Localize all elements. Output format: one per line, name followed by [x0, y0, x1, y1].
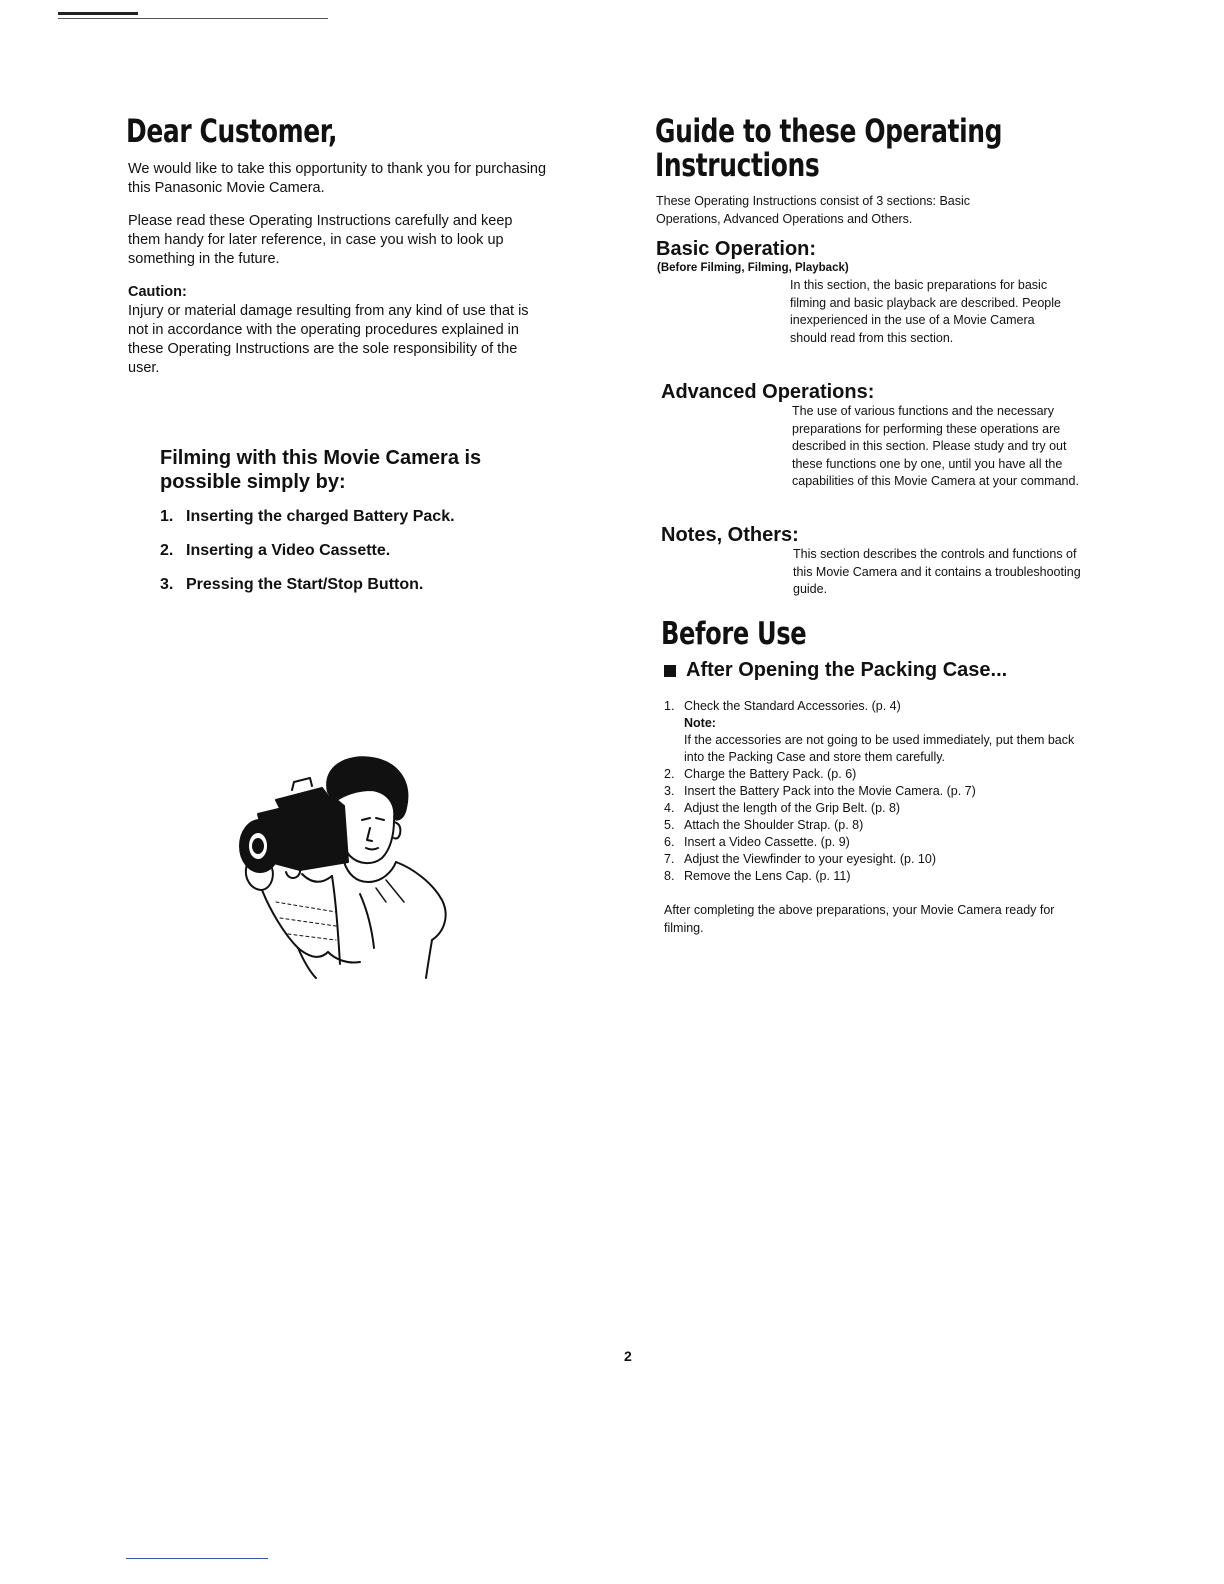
guide-intro: These Operating Instructions consist of 3 sections: Basic Operations, Advanced Operations and Others. — [656, 194, 971, 226]
guide-title-line2: Instructions — [655, 146, 820, 184]
notes-others-text: This section describes the controls and functions of this Movie Camera and it contains a troubleshooting guide. — [793, 547, 1081, 596]
before-use-title: Before Use — [661, 616, 807, 652]
preparation-item: 2. Charge the Battery Pack. (p. 6) — [664, 767, 857, 781]
caution-text: Injury or material damage resulting from any kind of use that is not in accordance with the operating procedures explained in these Operating Instructions are the sole responsibility of the user. — [128, 303, 529, 376]
basic-operation-subheading: (Before Filming, Filming, Playback) — [657, 262, 849, 274]
preparation-item: 3. Insert the Battery Pack into the Movie Camera. (p. 7) — [664, 784, 976, 798]
caution-label: Caution: — [128, 284, 187, 300]
advanced-operations-text: The use of various functions and the necessary preparations for performing these operations are described in this section. Please study and try out these functions one by one, until you have all the capabilities of this Movie Camera at your command. — [792, 404, 1079, 488]
after-opening-heading-row — [664, 659, 1007, 682]
basic-operation-heading: Basic Operation: — [656, 238, 817, 260]
scan-mark-bottom — [126, 1558, 268, 1559]
page-number: 2 — [624, 1348, 632, 1364]
filming-heading: Filming with this Movie Camera is possible simply by: — [160, 447, 482, 493]
filming-step: 3. Pressing the Start/Stop Button. — [160, 576, 424, 593]
read-paragraph: Please read these Operating Instructions carefully and keep them handy for later reference, in case you wish to look up something in the future. — [128, 213, 513, 267]
filming-step: 2. Inserting a Video Cassette. — [160, 542, 391, 559]
dear-customer-title: Dear Customer, — [126, 112, 338, 150]
preparation-item: 5. Attach the Shoulder Strap. (p. 8) — [664, 818, 864, 832]
note-label: Note: — [684, 716, 716, 730]
note-text: If the accessories are not going to be used immediately, put them back into the Packing Case and store them carefully. — [684, 733, 1075, 764]
preparation-item: 7. Adjust the Viewfinder to your eyesight. (p. 10) — [664, 852, 936, 866]
preparation-list — [664, 698, 1084, 885]
preparation-item: 1. Check the Standard Accessories. (p. 4) Note: If the accessories are not going to be used immediately, put them back into the Packing Case and store them carefully. — [664, 699, 1075, 764]
preparation-item: 4. Adjust the length of the Grip Belt. (p. 8) — [664, 801, 901, 815]
preparation-item: 8. Remove the Lens Cap. (p. 11) — [664, 869, 851, 883]
filming-step: 1. Inserting the charged Battery Pack. — [160, 508, 455, 525]
closing-text: After completing the above preparations, your Movie Camera ready for filming. — [664, 903, 1055, 935]
scan-mark-top — [58, 12, 138, 15]
preparation-item: 6. Insert a Video Cassette. (p. 9) — [664, 835, 850, 849]
notes-others-heading: Notes, Others: — [661, 524, 799, 546]
scan-mark-top-2 — [58, 18, 328, 19]
after-opening-heading: After Opening the Packing Case... — [686, 659, 1008, 681]
square-bullet-icon — [664, 665, 676, 677]
intro-paragraph: We would like to take this opportunity to thank you for purchasing this Panasonic Movie Camera. — [128, 161, 547, 196]
left-intro-block — [128, 160, 548, 378]
advanced-operations-heading: Advanced Operations: — [661, 381, 875, 403]
filming-block — [160, 446, 540, 610]
filming-steps — [160, 508, 540, 594]
basic-operation-text: In this section, the basic preparations for basic filming and basic playback are described. People inexperienced in the use of a Movie Camera should read from this section. — [790, 278, 1061, 345]
guide-title-line1: Guide to these Operating — [655, 112, 1003, 150]
camera-operator-illustration — [236, 752, 456, 980]
